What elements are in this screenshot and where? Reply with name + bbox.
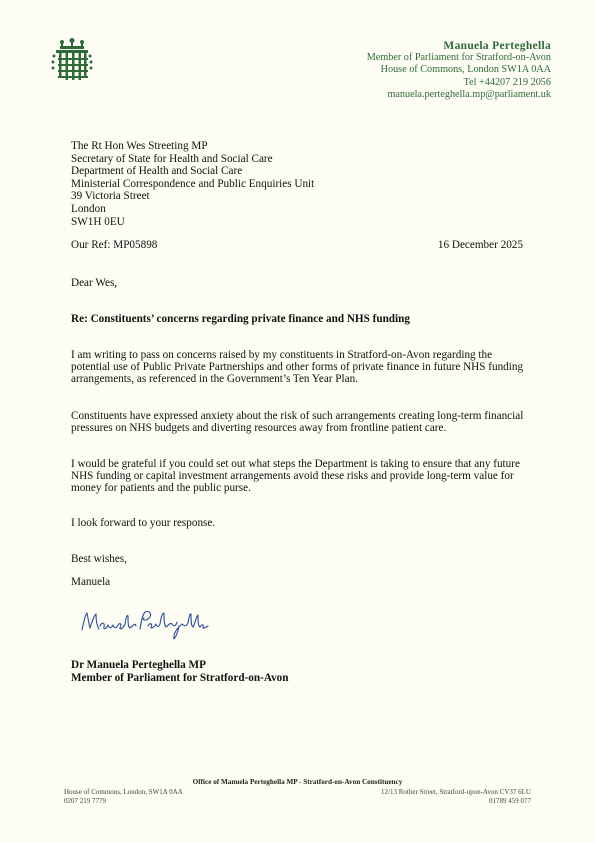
- body-paragraph: Constituents have expressed anxiety about the risk of such arrangements creating long-term financial pressures on NHS budgets and diverting resources away from frontline patient care.: [71, 410, 524, 435]
- address-line: Ministerial Correspondence and Public Enquiries Unit: [71, 177, 315, 190]
- address-line: London: [71, 202, 106, 215]
- footer-right: [381, 788, 531, 806]
- address-line: SW1H 0EU: [71, 215, 125, 228]
- sign-off: Best wishes,: [71, 553, 127, 565]
- mp-role: Member of Parliament for Stratford-on-Avon: [366, 52, 551, 64]
- office-phone: Tel +44207 219 2056: [463, 76, 551, 88]
- body-paragraph: I am writing to pass on concerns raised by my constituents in Stratford-on-Avon regarding the potential use of Public Private Partnerships and other forms of private finance in future NHS funding arrangements, as referenced in the Government’s Ten Year Plan.: [71, 349, 524, 386]
- address-line: 39 Victoria Street: [71, 190, 150, 203]
- reference: Our Ref: MP05898: [71, 239, 158, 251]
- portcullis-icon: [50, 38, 94, 86]
- office-address: House of Commons, London SW1A 0AA: [380, 64, 551, 76]
- sender-first-name: Manuela: [71, 576, 111, 588]
- mp-name: Manuela Perteghella: [443, 40, 551, 52]
- footer-left-phone: 0207 219 7779: [64, 797, 106, 805]
- subject-line: Re: Constituents’ concerns regarding private finance and NHS funding: [71, 313, 410, 325]
- address-line: The Rt Hon Wes Streeting MP: [71, 140, 208, 152]
- salutation: Dear Wes,: [71, 277, 118, 289]
- body-paragraph: I look forward to your response.: [71, 517, 216, 529]
- recipient-address: [71, 140, 314, 228]
- letter-date: 16 December 2025: [437, 239, 523, 251]
- footer-left: [64, 788, 183, 806]
- address-line: Secretary of State for Health and Social Care: [71, 152, 273, 165]
- letterhead: [367, 40, 551, 101]
- signatory-block: [71, 659, 288, 684]
- footer-right-address: 12/13 Rother Street, Stratford-upon-Avon CV37 6LU: [381, 788, 531, 796]
- office-email[interactable]: manuela.perteghella.mp@parliament.uk: [387, 88, 551, 100]
- footer-right-phone: 01789 459 077: [489, 797, 531, 805]
- signatory-name: Dr Manuela Perteghella MP: [71, 659, 206, 671]
- footer-title: Office of Manuela Perteghella MP - Stratford-on-Avon Constituency: [192, 778, 403, 786]
- handwritten-signature: [78, 604, 210, 642]
- footer-left-address: House of Commons, London, SW1A 0AA: [64, 788, 183, 796]
- address-line: Department of Health and Social Care: [71, 165, 243, 178]
- body-paragraph: I would be grateful if you could set out what steps the Department is taking to ensure that any future NHS funding or capital investment arrangements avoid these risks and provide long-term value for money for patients and the public purse.: [71, 458, 520, 495]
- signatory-role: Member of Parliament for Stratford-on-Avon: [71, 671, 289, 684]
